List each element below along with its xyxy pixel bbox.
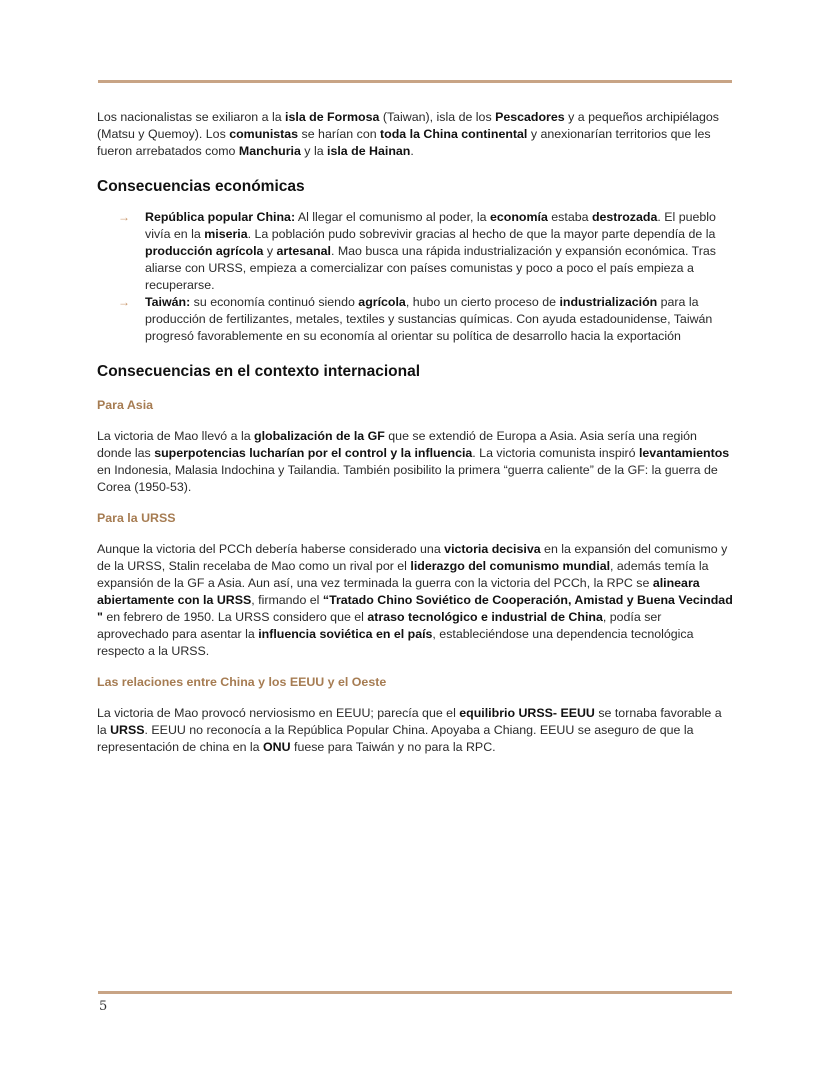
text-run: Aunque la victoria del PCCh debería haberse considerado una (97, 542, 445, 556)
bold-run: equilibrio URSS- EEUU (459, 706, 595, 720)
text-run: , además temía la expansión de la GF a Asia. Aun así, una vez terminada la guerra con la victoria del PCCh, la RPC se (97, 559, 709, 590)
bold-run: “Tratado Chino Soviético de Cooperación, Amistad y Buena Vecindad " (97, 593, 733, 624)
text-run: y la (300, 144, 328, 158)
bold-run: agrícola (358, 295, 406, 309)
text-run: y anexionarían territorios que les fueron arrebatados como (97, 127, 711, 158)
relations-paragraph (97, 705, 733, 756)
text-run: y a pequeños archipiélagos (Matsu y Quemoy). Los (97, 110, 719, 141)
text-run: en febrero de 1950. La URSS considero que el (102, 610, 368, 624)
text-run: Los nacionalistas se exiliaron a la (97, 110, 286, 124)
bold-run: economía (490, 210, 548, 224)
text-run: La victoria de Mao llevó a la (97, 429, 255, 443)
text-run: . La población pudo sobrevivir gracias al hecho de que la mayor parte dependía de la (247, 227, 716, 241)
bold-run: ONU (263, 740, 291, 754)
text-run: para la producción de fertilizantes, metales, textiles y sustancias químicas. Con ayuda estadounidense, Taiwán progresó favorablemente en su economía al orientar su política de desarrollo hacia la exportación (145, 295, 713, 343)
bold-run: comunistas (229, 127, 299, 141)
text-run: . El pueblo vivía en la (145, 210, 716, 241)
document-body (97, 109, 733, 756)
bold-run: Pescadores (495, 110, 565, 124)
intro-paragraph (97, 109, 733, 160)
text-run: (Taiwan), isla de los (379, 110, 496, 124)
text-run: . EEUU no reconocía a la República Popular China. Apoyaba a Chiang. EEUU se aseguro de que la representación de china en la (97, 723, 694, 754)
bold-run: URSS (110, 723, 145, 737)
bold-run: superpotencias lucharían por el control y la influencia (154, 446, 473, 460)
bold-run: República popular China: (145, 210, 296, 224)
bold-run: artesanal (276, 244, 331, 258)
econ-heading: Consecuencias económicas (97, 178, 305, 195)
bold-run: globalización de la GF (254, 429, 385, 443)
bold-run: miseria (204, 227, 248, 241)
text-run: fuese para Taiwán y no para la RPC. (290, 740, 496, 754)
urss-paragraph (97, 541, 733, 660)
bold-run: alineara abiertamente con la URSS (97, 576, 700, 607)
econ-bullet-china-text (145, 210, 716, 292)
text-run: , estableciéndose una dependencia tecnológica respecto a la URSS. (97, 627, 694, 658)
page-number: 5 (99, 999, 108, 1014)
text-run: , hubo un cierto proceso de (405, 295, 560, 309)
text-run: . (410, 144, 414, 158)
bold-run: levantamientos (638, 446, 730, 460)
relations-heading: Las relaciones entre China y los EEUU y el Oeste (97, 675, 387, 689)
econ-bullet-taiwan-text (145, 295, 712, 343)
bold-run: producción agrícola (145, 244, 264, 258)
asia-heading: Para Asia (97, 398, 154, 412)
bold-run: Manchuria (238, 144, 301, 158)
asia-paragraph (97, 428, 733, 496)
text-run: que se extendió de Europa a Asia. Asia sería una región donde las (97, 429, 697, 460)
text-run: se tornaba favorable a la (97, 706, 722, 737)
text-run: , firmando el (251, 593, 323, 607)
text-run: en la expansión del comunismo y de la URSS, Stalin recelaba de Mao como un rival por el (97, 542, 728, 573)
econ-bullet-taiwan (118, 294, 733, 345)
bold-run: isla de Hainan (327, 144, 411, 158)
text-run: y (263, 244, 277, 258)
bold-run: influencia soviética en el país (258, 627, 433, 641)
text-run: La victoria de Mao provocó nerviosismo en EEUU; parecía que el (97, 706, 460, 720)
arrow-right-icon: → (118, 295, 130, 309)
econ-bullet-china (118, 209, 733, 294)
text-run: . La victoria comunista inspiró (472, 446, 639, 460)
text-run: . Mao busca una rápida industrialización y expansión económica. Tras aliarse con URSS, empieza a comercializar con países comunistas y poco a poco el país empieza a recuperarse. (145, 244, 716, 292)
bold-run: industrialización (559, 295, 658, 309)
econ-bullet-list (97, 209, 733, 345)
text-run: estaba (547, 210, 592, 224)
bold-run: Taiwán: (145, 295, 191, 309)
urss-heading: Para la URSS (97, 511, 176, 525)
text-run: en Indonesia, Malasia Indochina y Tailandia. También posibilito la primera “guerra caliente” de la GF: la guerra de Corea (1950-53). (97, 463, 718, 494)
bold-run: victoria decisiva (444, 542, 541, 556)
text-run: su economía continuó siendo (190, 295, 359, 309)
bold-run: atraso tecnológico e industrial de China (367, 610, 603, 624)
text-run: se harían con (298, 127, 381, 141)
text-run: , podía ser aprovechado para asentar la (97, 610, 662, 641)
arrow-right-icon: → (118, 210, 130, 224)
intl-heading: Consecuencias en el contexto internacional (97, 363, 421, 380)
bold-run: liderazgo del comunismo mundial (410, 559, 611, 573)
bold-run: toda la China continental (380, 127, 528, 141)
bold-run: isla de Formosa (285, 110, 380, 124)
text-run: Al llegar el comunismo al poder, la (295, 210, 490, 224)
bold-run: destrozada (591, 210, 658, 224)
footer-rule (98, 991, 732, 994)
header-rule (98, 80, 732, 83)
